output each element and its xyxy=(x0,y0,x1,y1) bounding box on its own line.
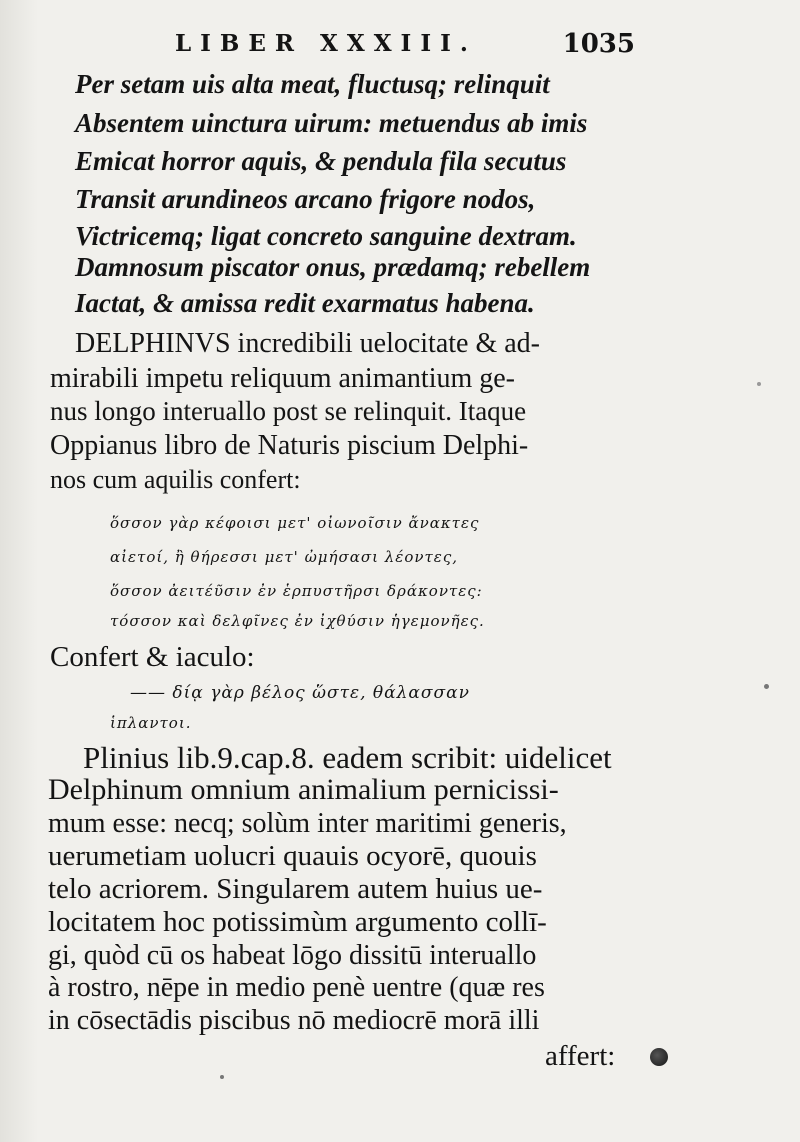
paragraph-line: telo acriorem. Singularem autem huius ue- xyxy=(48,873,543,905)
verse-line: Per setam uis alta meat, fluctusq; relinquit xyxy=(75,69,550,99)
paragraph-line: Oppianus libro de Naturis piscium Delphi- xyxy=(50,430,529,461)
paragraph-line: nus longo interuallo post se relinquit. Itaque xyxy=(50,396,527,426)
paragraph-line: locitatem hoc potissimùm argumento collī- xyxy=(48,906,547,938)
paragraph-line: mirabili impetu reliquum animantium ge- xyxy=(50,363,516,394)
paragraph-line: Delphinum omnium animalium pernicissi- xyxy=(48,773,559,806)
paragraph-line: in cōsectādis piscibus nō mediocrē morā illi xyxy=(48,1005,540,1036)
greek-line: ὅσσον γὰρ κέφοισι μετ' οἰωνοῖσιν ἄνακτες xyxy=(110,514,480,532)
page-edge-shadow xyxy=(0,0,38,1142)
greek-quote-2-continuation: ἱπλαντοι. xyxy=(110,714,192,732)
verse-line: Emicat horror aquis, & pendula fila secutus xyxy=(75,146,567,176)
paragraph-line: à rostro, nēpe in medio penè uentre (quæ res xyxy=(48,972,545,1003)
verse-line: Transit arundineos arcano frigore nodos, xyxy=(75,184,536,214)
verse-line: Iactat, & amissa redit exarmatus habena. xyxy=(75,288,535,318)
verse-line: Damnosum piscator onus, prædamq; rebellem xyxy=(75,252,591,282)
confert-line: Confert & iaculo: xyxy=(50,641,255,673)
paragraph-line: nos cum aquilis confert: xyxy=(50,465,301,494)
greek-quote-2: —— δίᾳ γὰρ βέλος ὥστε, θάλασσαν xyxy=(130,683,470,703)
margin-speck xyxy=(764,684,769,689)
paragraph-line: affert: xyxy=(545,1040,616,1072)
paragraph-line: DELPHINVS incredibili uelocitate & ad- xyxy=(75,328,540,359)
ink-bullet-mark xyxy=(650,1048,668,1066)
paragraph-line: mum esse: necq; solùm inter maritimi generis, xyxy=(48,808,567,839)
paragraph-line: gi, quòd cū os habeat lōgo dissitū interuallo xyxy=(48,940,537,971)
page-number: 1035 xyxy=(562,29,635,59)
greek-line: αἰετοί, ἢ θήρεσσι μετ' ὠμήσασι λέοντες, xyxy=(110,548,459,566)
page-header xyxy=(175,27,635,59)
verse-line: Victricemq; ligat concreto sanguine dextram. xyxy=(75,221,577,251)
margin-speck xyxy=(220,1075,224,1079)
margin-speck xyxy=(757,382,761,386)
paragraph-line: Plinius lib.9.cap.8. eadem scribit: uidelicet xyxy=(83,740,612,775)
greek-line: ὅσσον ἀειτέῦσιν ἐν ἑρπυστῆρσι δράκοντες: xyxy=(110,582,483,600)
verse-line: Absentem uinctura uirum: metuendus ab imis xyxy=(75,108,588,138)
greek-line: τόσσον καὶ δελφῖνες ἐν ἰχθύσιν ἡγεμονῆες. xyxy=(110,612,485,630)
running-head: LIBER XXXIII. xyxy=(175,30,477,57)
paragraph-line: uerumetiam uolucri quauis ocyorē, quouis xyxy=(48,840,537,872)
